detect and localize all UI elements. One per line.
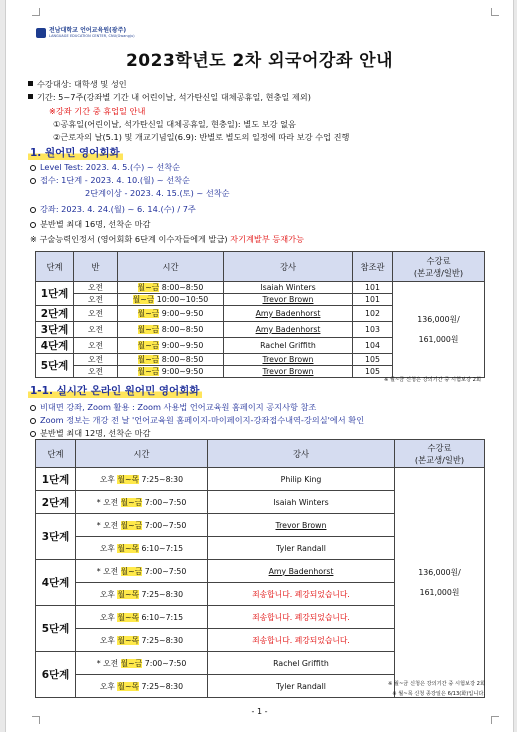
s1-line-leveltest: Level Test: 2023. 4. 5.(수) ~ 선착순 — [30, 162, 180, 173]
time-cell: 월~금 8:00~8:50 — [118, 322, 224, 338]
level-cell: 1단계 — [36, 282, 74, 306]
header-fee: 수강료 (본교생/일반) — [395, 440, 485, 468]
circle-bullet-icon — [30, 418, 36, 424]
room-cell: 102 — [353, 306, 393, 322]
teacher-cell: Trevor Brown — [224, 294, 353, 306]
closed-notice: 죄송합니다. 폐강되었습니다. — [208, 606, 395, 629]
corner-mark — [491, 716, 499, 724]
time-cell: 오후 월~목 6:10~7:15 — [76, 606, 208, 629]
time-cell: 월~금 8:00~8:50 — [118, 282, 224, 294]
time-cell: 오후 월~목 6:10~7:15 — [76, 537, 208, 560]
teacher-cell: Rachel Griffith — [208, 652, 395, 675]
s1-line-course: 강좌: 2023. 4. 24.(월) ~ 6. 14.(수) / 7주 — [30, 204, 196, 215]
level-cell: 2단계 — [36, 306, 74, 322]
page-number: - 1 - — [251, 707, 268, 716]
time-cell: 월~금 10:00~10:50 — [118, 294, 224, 306]
header-class: 반 — [74, 252, 118, 282]
document-title: 2023학년도 2차 외국어강좌 안내 — [125, 51, 394, 71]
section2-table — [35, 439, 485, 698]
header-time: 시간 — [76, 440, 208, 468]
corner-mark — [491, 8, 499, 16]
teacher-cell: Tyler Randall — [208, 675, 395, 698]
corner-mark — [32, 8, 40, 16]
time-cell: 월~금 9:00~9:50 — [118, 338, 224, 354]
time-cell: 월~금 9:00~9:50 — [118, 366, 224, 378]
s2-line-zoom-info: Zoom 정보는 개강 전 날 '언어교육원 홈페이지-마이페이지-강좌접수내역-강의실'에서 확인 — [30, 415, 364, 426]
teacher-cell: Philip King — [208, 468, 395, 491]
teacher-cell: Isaiah Winters — [224, 282, 353, 294]
header-level: 단계 — [36, 252, 74, 282]
section1-table — [35, 251, 485, 378]
header-fee: 수강료 (본교생/일반) — [393, 252, 485, 282]
header-room: 참조관 — [353, 252, 393, 282]
s1-line-register: 접수: 1단계 - 2023. 4. 10.(월) ~ 선착순 — [30, 175, 190, 186]
room-cell: 104 — [353, 338, 393, 354]
table-header-row — [36, 252, 485, 282]
holiday-item-2: ②근로자의 날(5.1) 및 개교기념일(6.9): 반별로 별도의 일정에 따라 보강 수업 진행 — [53, 132, 350, 142]
circle-bullet-icon — [30, 207, 36, 213]
section2-note-2: ※ 월~목 신청 종강일은 6/13(화)입니다. — [392, 691, 485, 697]
closed-notice: 죄송합니다. 폐강되었습니다. — [208, 583, 395, 606]
time-cell: * 오전 월~금 7:00~7:50 — [76, 514, 208, 537]
closed-notice: 죄송합니다. 폐강되었습니다. — [208, 629, 395, 652]
section1-note: ※ 월~금 신청은 강의기간 중 시험보강 2회 — [383, 377, 481, 383]
section1-heading: 1. 원어민 영어회화 — [28, 147, 123, 160]
logo — [36, 27, 135, 39]
time-cell: 월~금 8:00~8:50 — [118, 354, 224, 366]
header-time: 시간 — [118, 252, 224, 282]
s2-line-zoom: 비대면 강좌, Zoom 활용 : Zoom 사용법 언어교육원 홈페이지 공지사항 참조 — [30, 402, 316, 413]
teacher-cell: Isaiah Winters — [208, 491, 395, 514]
room-cell: 101 — [353, 294, 393, 306]
s1-line-capacity: 분반별 최대 16명, 선착순 마감 — [30, 219, 150, 230]
teacher-cell: Rachel Griffith — [224, 338, 353, 354]
time-cell: * 오전 월~금 7:00~7:50 — [76, 560, 208, 583]
teacher-cell: Trevor Brown — [224, 354, 353, 366]
room-cell: 105 — [353, 366, 393, 378]
logo-icon — [36, 28, 46, 38]
fee-cell: 136,000원/ 161,000원 — [395, 468, 485, 698]
teacher-cell: Amy Badenhorst — [224, 322, 353, 338]
level-cell: 1단계 — [36, 468, 76, 491]
time-cell: * 오전 월~금 7:00~7:50 — [76, 491, 208, 514]
circle-bullet-icon — [30, 431, 36, 437]
level-cell: 6단계 — [36, 652, 76, 698]
level-cell: 5단계 — [36, 354, 74, 378]
square-bullet-icon — [28, 81, 33, 86]
time-cell: 월~금 9:00~9:50 — [118, 306, 224, 322]
time-cell: 오후 월~목 7:25~8:30 — [76, 468, 208, 491]
class-cell: 오전 — [74, 282, 118, 294]
circle-bullet-icon — [30, 222, 36, 228]
s1-line-register-2: 2단계이상 - 2023. 4. 15.(토) ~ 선착순 — [85, 188, 230, 198]
teacher-cell: Amy Badenhorst — [208, 560, 395, 583]
level-cell: 2단계 — [36, 491, 76, 514]
time-cell: 오후 월~목 7:25~8:30 — [76, 675, 208, 698]
teacher-cell: Trevor Brown — [208, 514, 395, 537]
table-header-row — [36, 440, 485, 468]
circle-bullet-icon — [30, 165, 36, 171]
room-cell: 101 — [353, 282, 393, 294]
intro-target: 수강대상: 대학생 및 성인 — [28, 79, 127, 90]
room-cell: 103 — [353, 322, 393, 338]
logo-subtitle: LANGUAGE EDUCATION CENTER, CNU(Gwangju) — [49, 34, 135, 38]
class-cell: 오전 — [74, 294, 118, 306]
time-cell: * 오전 월~금 7:00~7:50 — [76, 652, 208, 675]
teacher-cell: Tyler Randall — [208, 537, 395, 560]
header-level: 단계 — [36, 440, 76, 468]
table-row — [36, 282, 485, 294]
class-cell: 오전 — [74, 338, 118, 354]
square-bullet-icon — [28, 94, 33, 99]
circle-bullet-icon — [30, 405, 36, 411]
level-cell: 3단계 — [36, 514, 76, 560]
logo-name: 전남대학교 언어교육원(광주) — [49, 27, 127, 34]
section2-note-1: ※ 월~금 신청은 강의기간 중 시험보강 2회 — [387, 681, 485, 687]
class-cell: 오전 — [74, 306, 118, 322]
class-cell: 오전 — [74, 354, 118, 366]
teacher-cell: Trevor Brown — [224, 366, 353, 378]
level-cell: 5단계 — [36, 606, 76, 652]
circle-bullet-icon — [30, 178, 36, 184]
room-cell: 105 — [353, 354, 393, 366]
level-cell: 4단계 — [36, 560, 76, 606]
table-row — [36, 468, 485, 491]
fee-cell: 136,000원/ 161,000원 — [393, 282, 485, 378]
holiday-item-1: ①공휴일(어린이날, 석가탄신일 대체공휴일, 현충일): 별도 보강 없음 — [53, 119, 296, 129]
time-cell: 오후 월~목 7:25~8:30 — [76, 629, 208, 652]
s1-certificate: ※ 구술능력인정서 (영어회화 6단계 이수자들에게 발급) 자기계발부 등재가능 — [30, 234, 304, 244]
header-teacher: 강사 — [224, 252, 353, 282]
holiday-title: ※강좌 기간 중 휴업일 안내 — [49, 106, 146, 116]
teacher-cell: Amy Badenhorst — [224, 306, 353, 322]
intro-period: 기간: 5~7주(강좌별 기간 내 어린이날, 석가탄신일 대체공휴일, 현충일 제외) — [28, 92, 311, 103]
level-cell: 4단계 — [36, 338, 74, 354]
class-cell: 오전 — [74, 366, 118, 378]
header-teacher: 강사 — [208, 440, 395, 468]
class-cell: 오전 — [74, 322, 118, 338]
s2-line-capacity: 분반별 최대 12명, 선착순 마감 — [30, 428, 150, 439]
corner-mark — [32, 716, 40, 724]
time-cell: 오후 월~목 7:25~8:30 — [76, 583, 208, 606]
document-page — [5, 0, 514, 732]
section2-heading: 1-1. 실시간 온라인 원어민 영어회화 — [28, 385, 202, 398]
level-cell: 3단계 — [36, 322, 74, 338]
